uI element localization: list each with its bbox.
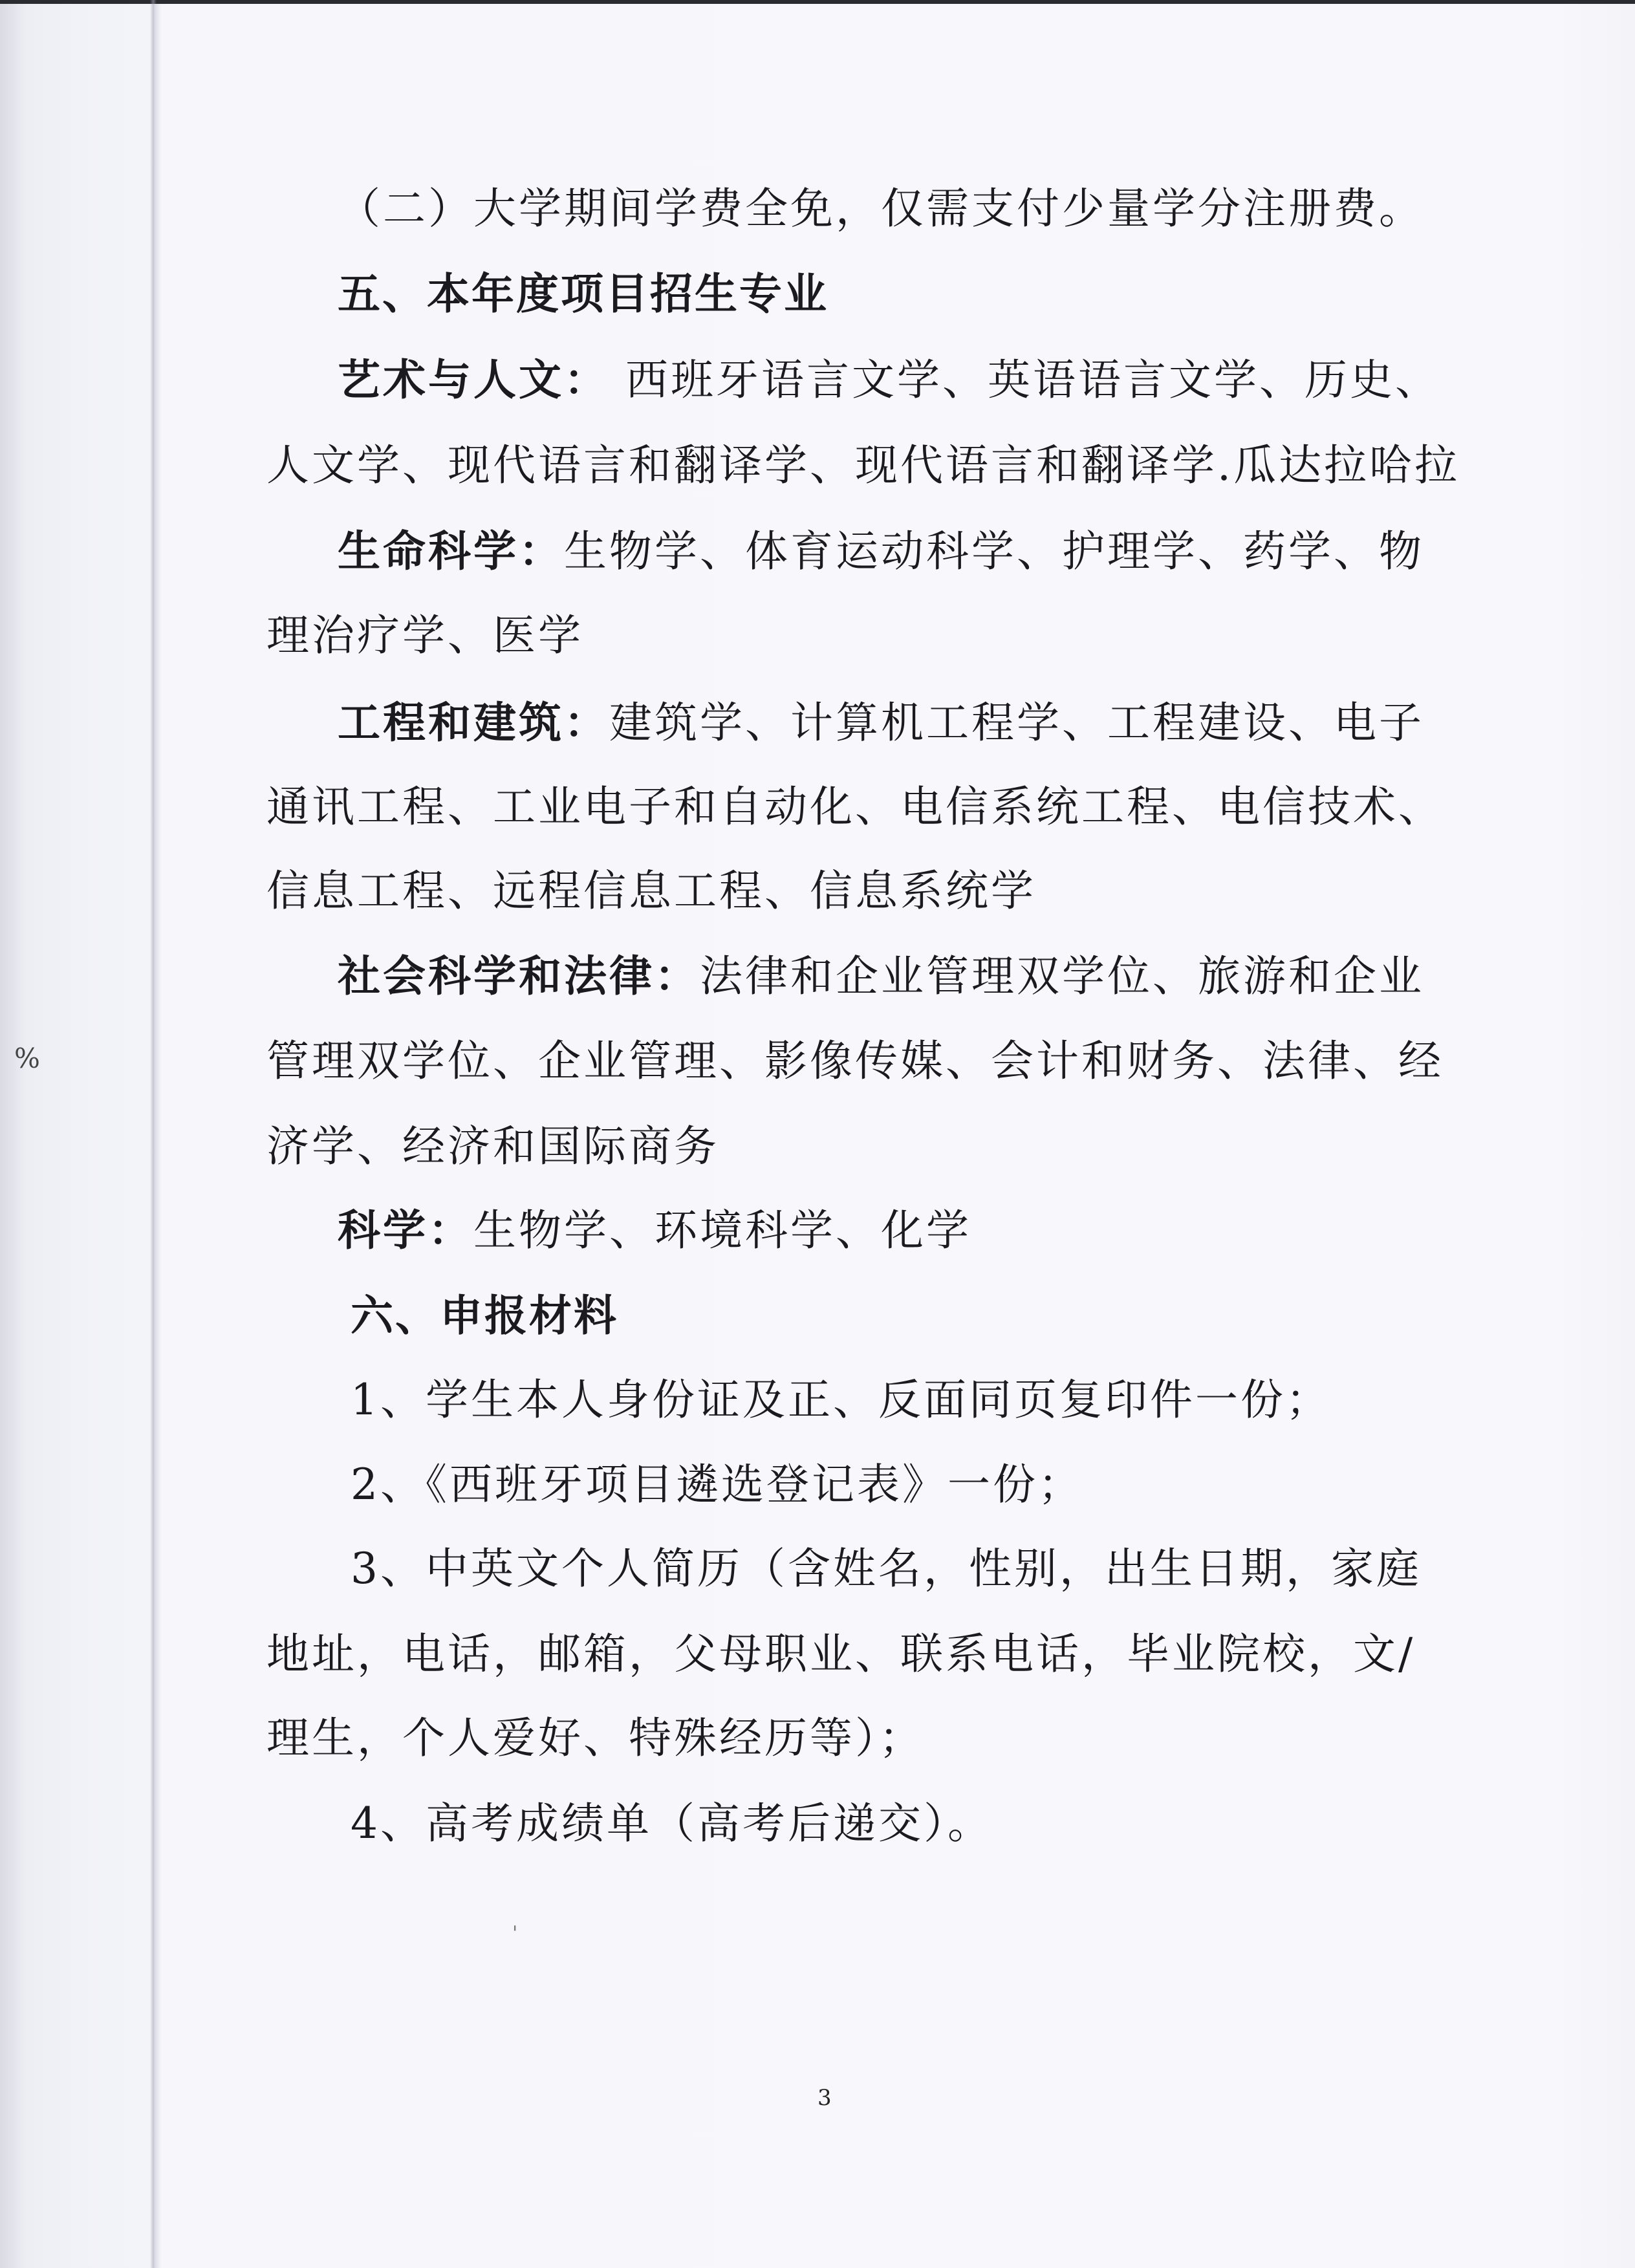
category-text-engineering: 建筑学、计算机工程学、工程建设、电子 [609,698,1424,748]
list-item: 2、《西班牙项目遴选登记表》一份； [351,1460,1083,1509]
scan-top-edge [0,0,1635,4]
category-text-life-sciences: 生物学、体育运动科学、护理学、药学、物 [564,526,1424,576]
page-number: 3 [817,2085,832,2111]
list-item-continuation: 地址，电话，邮箱，父母职业、联系电话，毕业院校，文/ [266,1629,1416,1679]
paragraph-science [338,1206,971,1255]
paragraph-line: 济学、经济和国际商务 [266,1121,719,1171]
paragraph-tuition-waiver: （二）大学期间学费全免，仅需支付少量学分注册费。 [338,184,1424,233]
paragraph-engineering [338,698,1424,748]
binding-crease [150,0,157,2268]
paragraph-line: 理治疗学、医学 [266,610,583,660]
list-item: 4、高考成绩单（高考后递交）。 [351,1798,993,1848]
paragraph-line: 信息工程、远程信息工程、信息系统学 [266,866,1036,916]
paragraph-line: 管理双学位、企业管理、影像传媒、会计和财务、法律、经 [266,1036,1444,1086]
category-text-science: 生物学、环境科学、化学 [473,1205,971,1255]
heading-majors: 五、本年度项目招生专业 [338,269,828,319]
paragraph-line: 人文学、现代语言和翻译学、现代语言和翻译学.瓜达拉哈拉 [266,440,1460,490]
paragraph-line: 通讯工程、工业电子和自动化、电信系统工程、电信技术、 [266,782,1444,832]
category-label-engineering: 工程和建筑： [338,698,609,748]
list-item-continuation: 理生，个人爱好、特殊经历等）； [266,1713,924,1763]
category-text-social-sciences: 法律和企业管理双学位、旅游和企业 [700,951,1424,1001]
category-text-arts: 西班牙语言文学、英语语言文学、历史、 [625,355,1440,405]
list-item: 1、学生本人身份证及正、反面同页复印件一份； [351,1375,1331,1425]
category-label-science: 科学： [338,1205,473,1255]
heading-materials: 六、申报材料 [351,1291,618,1341]
category-label-social-sciences: 社会科学和法律： [338,951,700,1001]
stray-mark: ' [512,1922,518,1945]
margin-mark: % [14,1042,40,1074]
category-label-life-sciences: 生命科学： [338,526,564,576]
paragraph-social-sciences [338,952,1424,1001]
paragraph-arts-humanities [338,356,1440,405]
paragraph-life-sciences [338,527,1424,576]
category-label-arts: 艺术与人文： [338,355,609,405]
list-item: 3、中英文个人简历（含姓名，性别，出生日期，家庭 [351,1544,1422,1593]
